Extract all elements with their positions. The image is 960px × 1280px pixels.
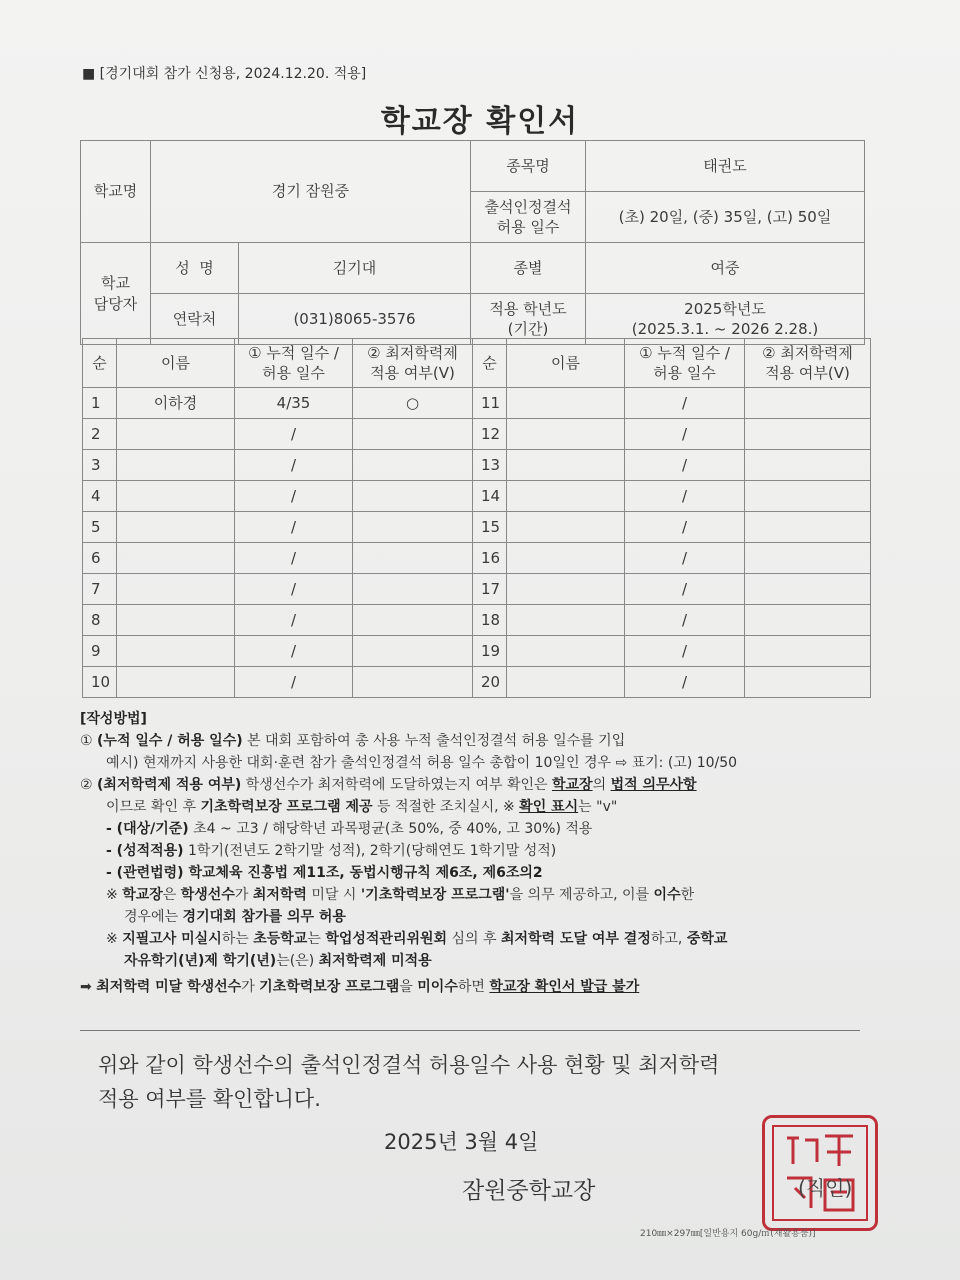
student-name (507, 388, 625, 419)
row-number: 4 (83, 481, 117, 512)
warning-line: ➡ 최저학력 미달 학생선수가 기초학력보장 프로그램을 미이수하면 학교장 확인서 발급 불가 (80, 979, 640, 995)
min-academic-check (353, 543, 473, 574)
manager-label: 학교 담당자 (81, 243, 151, 345)
table-row (83, 574, 871, 605)
student-table (82, 338, 871, 698)
school-name: 경기 잠원중 (151, 141, 471, 243)
min-academic-check (353, 574, 473, 605)
table-row (83, 388, 871, 419)
row-number: 6 (83, 543, 117, 574)
table-row (83, 450, 871, 481)
cumulative-days: / (235, 636, 353, 667)
row-number: 9 (83, 636, 117, 667)
min-academic-check (745, 605, 871, 636)
cumulative-days: / (235, 450, 353, 481)
col-header-min-academic: ② 최저학력제 적용 여부(V) (353, 339, 473, 388)
row-number: 14 (473, 481, 507, 512)
document-title: 학교장 확인서 (380, 104, 580, 139)
instructions-heading: [작성방법] (80, 711, 147, 727)
row-number: 8 (83, 605, 117, 636)
row-number: 11 (473, 388, 507, 419)
table-header-row (83, 339, 871, 388)
student-name (117, 512, 235, 543)
min-academic-check (745, 636, 871, 667)
row-number: 3 (83, 450, 117, 481)
student-name (117, 419, 235, 450)
table-row (83, 543, 871, 574)
student-name (507, 543, 625, 574)
student-name (117, 574, 235, 605)
instructions (80, 708, 880, 998)
cumulative-days: / (625, 543, 745, 574)
absence-days-value: (초) 20일, (중) 35일, (고) 50일 (586, 192, 865, 243)
note-1-cont: 경우에는 경기대회 참가를 의무 허용 (124, 909, 346, 925)
student-name (507, 450, 625, 481)
cumulative-days: / (625, 419, 745, 450)
min-academic-check (745, 419, 871, 450)
detail-grades: - (성적적용) 1학기(전년도 2학기말 성적), 2학기(당해연도 1학기말 성적) (106, 843, 557, 859)
min-academic-check (745, 667, 871, 698)
student-name (507, 605, 625, 636)
cumulative-days: / (625, 667, 745, 698)
table-row (83, 419, 871, 450)
note-2: ※ 지필고사 미실시하는 초등학교는 학업성적관리위원회 심의 후 최저학력 도달 여부 결정하고, 중학교 (106, 931, 728, 947)
cumulative-days: / (235, 419, 353, 450)
seal-mark-label: (직인) (798, 1176, 853, 1200)
col-header-no: 순 (473, 339, 507, 388)
min-academic-check (353, 636, 473, 667)
row-number: 12 (473, 419, 507, 450)
category-label: 종별 (471, 243, 586, 294)
row-number: 19 (473, 636, 507, 667)
row-number: 20 (473, 667, 507, 698)
table-row (83, 481, 871, 512)
instruction-2: ② (최저학력제 적용 여부) 학생선수가 최저학력에 도달하였는지 여부 확인은 학교장의 법적 의무사항 (80, 777, 697, 793)
school-year-value: 2025학년도 (2025.3.1. ~ 2026 2.28.) (586, 294, 865, 345)
min-academic-check (353, 605, 473, 636)
row-number: 18 (473, 605, 507, 636)
student-name: 이하경 (117, 388, 235, 419)
category-value: 여중 (586, 243, 865, 294)
detail-target: - (대상/기준) 초4 ~ 고3 / 해당학년 과목평균(초 50%, 중 40%, 고 30%) 적용 (106, 821, 593, 837)
min-academic-check (745, 543, 871, 574)
col-header-no: 순 (83, 339, 117, 388)
principal-title: 잠원중학교장 (462, 1178, 596, 1204)
min-academic-check: ○ (353, 388, 473, 419)
student-name (507, 636, 625, 667)
min-academic-check (745, 574, 871, 605)
note-2-cont: 자유학기(년)제 학기(년)는(은) 최저학력제 미적용 (124, 953, 432, 969)
school-name-label: 학교명 (81, 141, 151, 243)
note-1: ※ 학교장은 학생선수가 최저학력 미달 시 '기초학력보장 프로그램'을 의무 제공하고, 이를 이수한 (106, 887, 695, 903)
min-academic-check (745, 450, 871, 481)
col-header-days: ① 누적 일수 / 허용 일수 (625, 339, 745, 388)
contact-label: 연락처 (151, 294, 239, 345)
contact-value: (031)8065-3576 (239, 294, 471, 345)
cumulative-days: / (625, 512, 745, 543)
min-academic-check (353, 450, 473, 481)
absence-days-label: 출석인정결석 허용 일수 (471, 192, 586, 243)
row-number: 1 (83, 388, 117, 419)
row-number: 5 (83, 512, 117, 543)
table-row (83, 667, 871, 698)
min-academic-check (745, 481, 871, 512)
min-academic-check (353, 419, 473, 450)
row-number: 10 (83, 667, 117, 698)
row-number: 7 (83, 574, 117, 605)
school-info-table (80, 140, 865, 345)
event-value: 태권도 (586, 141, 865, 192)
cumulative-days: 4/35 (235, 388, 353, 419)
cumulative-days: / (625, 388, 745, 419)
instruction-2-cont: 이므로 확인 후 기초학력보장 프로그램 제공 등 적절한 조치실시, ※ 확인 표시는 "v" (106, 799, 618, 815)
cumulative-days: / (625, 636, 745, 667)
arrow-box-icon: ➡ (80, 979, 92, 995)
divider (80, 1030, 860, 1031)
table-row (83, 605, 871, 636)
col-header-min-academic: ② 최저학력제 적용 여부(V) (745, 339, 871, 388)
min-academic-check (353, 512, 473, 543)
cumulative-days: / (235, 512, 353, 543)
table-row (83, 512, 871, 543)
cumulative-days: / (235, 605, 353, 636)
student-name (507, 667, 625, 698)
min-academic-check (745, 512, 871, 543)
row-number: 15 (473, 512, 507, 543)
instruction-1-example: 예시) 현재까지 사용한 대회·훈련 참가 출석인정결석 허용 일수 총합이 10일인 경우 ⇨ 표기: (고) 10/50 (106, 755, 738, 771)
issue-date: 2025년 3월 4일 (384, 1130, 539, 1154)
student-name (117, 450, 235, 481)
instruction-1: ① (누적 일수 / 허용 일수) 본 대회 포함하여 총 사용 누적 출석인정결석 허용 일수를 기입 (80, 733, 626, 749)
school-year-label: 적용 학년도 (기간) (471, 294, 586, 345)
row-number: 17 (473, 574, 507, 605)
cumulative-days: / (235, 574, 353, 605)
row-number: 13 (473, 450, 507, 481)
student-name (507, 574, 625, 605)
student-name (507, 481, 625, 512)
min-academic-check (353, 667, 473, 698)
form-header-note: ■ [경기대회 참가 신청용, 2024.12.20. 적용] (82, 66, 367, 82)
cumulative-days: / (235, 481, 353, 512)
student-name (117, 605, 235, 636)
min-academic-check (745, 388, 871, 419)
student-name (117, 543, 235, 574)
student-name (507, 419, 625, 450)
student-name (117, 481, 235, 512)
student-name (117, 667, 235, 698)
cumulative-days: / (235, 667, 353, 698)
col-header-name: 이름 (117, 339, 235, 388)
event-label: 종목명 (471, 141, 586, 192)
col-header-name: 이름 (507, 339, 625, 388)
student-name (117, 636, 235, 667)
cumulative-days: / (625, 450, 745, 481)
confirmation-text: 위와 같이 학생선수의 출석인정결석 허용일수 사용 현황 및 최저학력 적용 여부를 확인합니다. (98, 1053, 720, 1111)
cumulative-days: / (625, 481, 745, 512)
manager-name-label: 성 명 (151, 243, 239, 294)
col-header-days: ① 누적 일수 / 허용 일수 (235, 339, 353, 388)
manager-name: 김기대 (239, 243, 471, 294)
min-academic-check (353, 481, 473, 512)
row-number: 16 (473, 543, 507, 574)
cumulative-days: / (625, 605, 745, 636)
paper-size-footer: 210㎜×297㎜[일반용지 60g/㎡(재활용품)] (640, 1229, 816, 1239)
cumulative-days: / (625, 574, 745, 605)
table-row (83, 636, 871, 667)
row-number: 2 (83, 419, 117, 450)
student-name (507, 512, 625, 543)
detail-laws: - (관련법령) 학교체육 진흥법 제11조, 동법시행규칙 제6조, 제6조의2 (106, 865, 543, 881)
cumulative-days: / (235, 543, 353, 574)
